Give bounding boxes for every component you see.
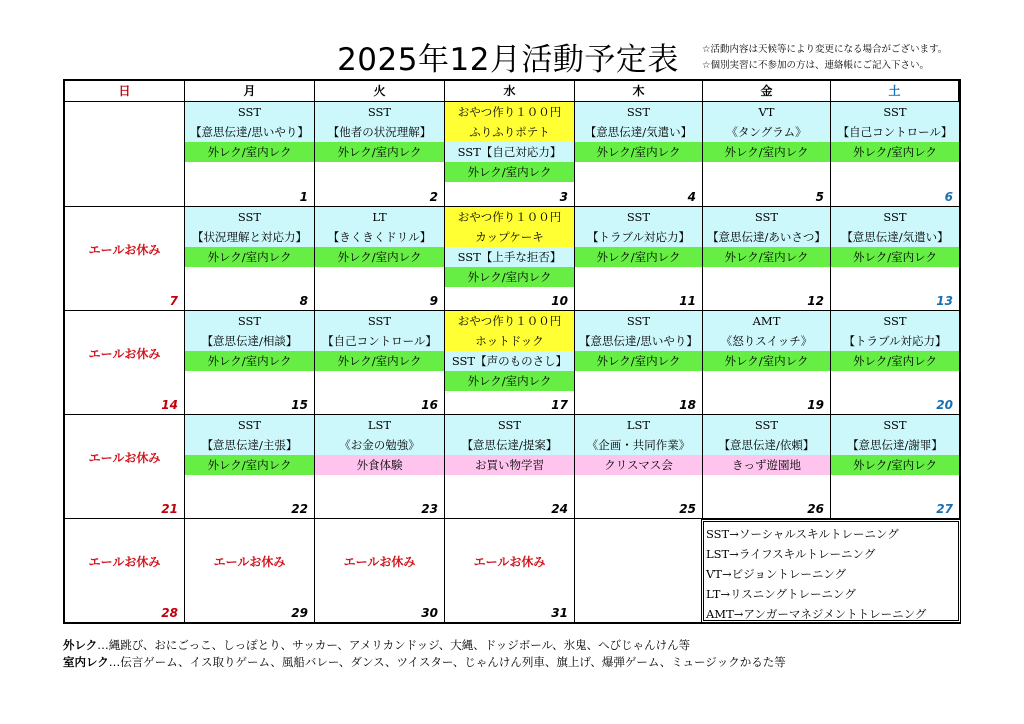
weekday-header: 水 xyxy=(445,81,575,102)
activity-line: SST xyxy=(445,415,574,435)
activity-line: お買い物学習 xyxy=(445,455,574,475)
day-number: 15 xyxy=(291,398,308,412)
activity-line: 外レク/室内レク xyxy=(831,455,959,475)
day-cell xyxy=(575,415,703,519)
activity-line: 外レク/室内レク xyxy=(575,142,702,162)
day-number: 5 xyxy=(815,190,824,204)
day-cell xyxy=(445,102,575,207)
day-number: 31 xyxy=(551,606,568,620)
activity-line: 【意思伝達/思いやり】 xyxy=(185,122,314,142)
activity-line: おやつ作り１００円 xyxy=(445,207,574,227)
legend-box xyxy=(701,519,961,623)
indoor-text: …伝言ゲーム、イス取りゲーム、風船バレー、ダンス、ツイスター、じゃんけん列車、旗上げ、爆弾ゲーム、ミュージックかるた等 xyxy=(108,655,786,669)
activity-line: SST【自己対応力】 xyxy=(445,142,574,162)
holiday-label: エールお休み xyxy=(473,555,546,569)
day-cell xyxy=(185,207,315,311)
activity-line: ホットドック xyxy=(445,331,574,351)
activity-line: 外レク/室内レク xyxy=(185,351,314,371)
day-cell xyxy=(185,102,315,207)
day-number: 26 xyxy=(807,502,824,516)
activity-line: 外食体験 xyxy=(315,455,444,475)
weekday-header: 月 xyxy=(185,81,315,102)
activity-line: 【意思伝達/提案】 xyxy=(445,435,574,455)
activity-line: SST xyxy=(315,311,444,331)
notes xyxy=(702,42,947,74)
weekday-header: 土 xyxy=(831,81,959,102)
day-number: 27 xyxy=(936,502,953,516)
day-cell xyxy=(185,415,315,519)
legend-item: LST→ライフスキルトレーニング xyxy=(706,547,876,561)
activity-line: 【意思伝達/主張】 xyxy=(185,435,314,455)
day-number: 25 xyxy=(679,502,696,516)
day-cell-empty xyxy=(575,519,703,622)
day-cell xyxy=(575,102,703,207)
outdoor-label: 外レク xyxy=(63,638,98,652)
day-number: 10 xyxy=(551,294,568,308)
activity-line: SST xyxy=(575,311,702,331)
activity-line: AMT xyxy=(703,311,830,331)
day-cell xyxy=(315,102,445,207)
activity-line: クリスマス会 xyxy=(575,455,702,475)
activity-line: SST xyxy=(831,415,959,435)
day-number: 24 xyxy=(551,502,568,516)
outdoor-text: …縄跳び、おにごっこ、しっぽとり、サッカー、アメリカンドッジ、大縄、ドッジボール、氷鬼、へびじゃんけん等 xyxy=(97,638,691,652)
legend-item: SST→ソーシャルスキルトレーニング xyxy=(706,527,899,541)
legend-item: AMT→アンガーマネジメントトレーニング xyxy=(706,607,927,621)
footer-outdoor xyxy=(63,637,786,654)
day-number: 11 xyxy=(679,294,696,308)
day-cell xyxy=(65,207,185,311)
activity-line: SST xyxy=(185,415,314,435)
holiday-label: エールお休み xyxy=(343,555,416,569)
day-cell xyxy=(65,415,185,519)
activity-line: 外レク/室内レク xyxy=(445,371,574,391)
day-cell xyxy=(185,519,315,622)
day-cell xyxy=(703,311,831,415)
holiday-label: エールお休み xyxy=(213,555,286,569)
day-cell xyxy=(445,311,575,415)
holiday-label: エールお休み xyxy=(88,451,161,465)
day-number: 13 xyxy=(936,294,953,308)
day-cell xyxy=(703,207,831,311)
day-number: 12 xyxy=(807,294,824,308)
activity-line: 外レク/室内レク xyxy=(315,247,444,267)
indoor-label: 室内レク xyxy=(63,655,109,669)
activity-line: SST xyxy=(185,102,314,122)
activity-line: 外レク/室内レク xyxy=(185,142,314,162)
activity-line: おやつ作り１００円 xyxy=(445,311,574,331)
activity-line: 外レク/室内レク xyxy=(575,247,702,267)
day-number: 2 xyxy=(429,190,438,204)
day-number: 1 xyxy=(299,190,308,204)
activity-line: 外レク/室内レク xyxy=(703,351,830,371)
day-cell xyxy=(185,311,315,415)
footer-notes xyxy=(63,637,786,671)
activity-line: 《タングラム》 xyxy=(703,122,830,142)
activity-line: 【意思伝達/あいさつ】 xyxy=(703,227,830,247)
day-cell xyxy=(831,207,959,311)
day-cell xyxy=(315,415,445,519)
day-number: 20 xyxy=(936,398,953,412)
activity-line: 外レク/室内レク xyxy=(315,142,444,162)
day-cell xyxy=(575,311,703,415)
day-cell xyxy=(831,102,959,207)
activity-line: SST xyxy=(703,207,830,227)
legend-item: LT→リスニングトレーニング xyxy=(706,587,856,601)
day-cell xyxy=(831,415,959,519)
activity-line: SST xyxy=(185,311,314,331)
day-number: 19 xyxy=(807,398,824,412)
activity-line: 【意思伝達/依頼】 xyxy=(703,435,830,455)
activity-line: 外レク/室内レク xyxy=(445,162,574,182)
activity-line: 【意思伝達/思いやり】 xyxy=(575,331,702,351)
activity-line: SST xyxy=(575,207,702,227)
day-cell xyxy=(831,311,959,415)
day-number: 7 xyxy=(169,294,178,308)
activity-line: 《お金の勉強》 xyxy=(315,435,444,455)
activity-line: 外レク/室内レク xyxy=(575,351,702,371)
footer-indoor xyxy=(63,654,786,671)
activity-line: SST xyxy=(575,102,702,122)
activity-line: 【きくきくドリル】 xyxy=(315,227,444,247)
day-cell xyxy=(445,519,575,622)
activity-line: 外レク/室内レク xyxy=(445,267,574,287)
activity-line: SST【声のものさし】 xyxy=(445,351,574,371)
day-number: 14 xyxy=(161,398,178,412)
weekday-header: 日 xyxy=(65,81,185,102)
activity-line: 【意思伝達/気遣い】 xyxy=(831,227,959,247)
weekday-header: 火 xyxy=(315,81,445,102)
activity-line: カップケーキ xyxy=(445,227,574,247)
activity-line: LST xyxy=(315,415,444,435)
note-weather: ☆活動内容は天候等により変更になる場合がございます。 xyxy=(702,44,948,55)
day-number: 29 xyxy=(291,606,308,620)
day-cell xyxy=(703,102,831,207)
note-absence: ☆個別実習に不参加の方は、連絡帳にご記入下さい。 xyxy=(702,60,930,71)
page-title: 2025年12月活動予定表 xyxy=(337,42,679,78)
activity-line: 【トラブル対応力】 xyxy=(575,227,702,247)
day-cell xyxy=(315,311,445,415)
activity-line: 【他者の状況理解】 xyxy=(315,122,444,142)
activity-line: SST xyxy=(831,102,959,122)
day-number: 17 xyxy=(551,398,568,412)
holiday-label: エールお休み xyxy=(88,243,161,257)
activity-line: ふりふりポテト xyxy=(445,122,574,142)
activity-line: 外レク/室内レク xyxy=(185,247,314,267)
activity-line: SST xyxy=(315,102,444,122)
activity-line: 【自己コントロール】 xyxy=(831,122,959,142)
activity-line: SST【上手な拒否】 xyxy=(445,247,574,267)
activity-line: SST xyxy=(831,311,959,331)
day-number: 9 xyxy=(429,294,438,308)
activity-line: 外レク/室内レク xyxy=(185,455,314,475)
activity-line: 外レク/室内レク xyxy=(831,351,959,371)
day-cell xyxy=(703,415,831,519)
day-number: 30 xyxy=(421,606,438,620)
day-number: 22 xyxy=(291,502,308,516)
activity-line: 外レク/室内レク xyxy=(703,142,830,162)
activity-line: SST xyxy=(185,207,314,227)
day-number: 18 xyxy=(679,398,696,412)
day-cell xyxy=(575,207,703,311)
activity-line: きっず遊園地 xyxy=(703,455,830,475)
day-cell xyxy=(315,207,445,311)
calendar-grid xyxy=(63,79,961,624)
holiday-label: エールお休み xyxy=(88,555,161,569)
activity-line: 《企画・共同作業》 xyxy=(575,435,702,455)
legend-item: VT→ビジョントレーニング xyxy=(706,567,847,581)
activity-line: 《怒りスイッチ》 xyxy=(703,331,830,351)
activity-line: SST xyxy=(831,207,959,227)
day-cell xyxy=(65,102,185,207)
activity-line: おやつ作り１００円 xyxy=(445,102,574,122)
activity-line: 【状況理解と対応力】 xyxy=(185,227,314,247)
day-cell xyxy=(65,311,185,415)
activity-line: 【意思伝達/気遣い】 xyxy=(575,122,702,142)
day-number: 3 xyxy=(559,190,568,204)
activity-line: 【トラブル対応力】 xyxy=(831,331,959,351)
activity-line: VT xyxy=(703,102,830,122)
weekday-header: 木 xyxy=(575,81,703,102)
weekday-header: 金 xyxy=(703,81,831,102)
activity-line: 外レク/室内レク xyxy=(315,351,444,371)
day-number: 6 xyxy=(944,190,953,204)
day-number: 28 xyxy=(161,606,178,620)
activity-line: SST xyxy=(703,415,830,435)
day-number: 4 xyxy=(687,190,696,204)
day-cell xyxy=(445,207,575,311)
activity-line: 外レク/室内レク xyxy=(831,142,959,162)
activity-line: 【自己コントロール】 xyxy=(315,331,444,351)
day-cell xyxy=(315,519,445,622)
day-cell xyxy=(445,415,575,519)
activity-line: LT xyxy=(315,207,444,227)
day-number: 21 xyxy=(161,502,178,516)
activity-line: 外レク/室内レク xyxy=(703,247,830,267)
activity-line: 外レク/室内レク xyxy=(831,247,959,267)
day-number: 23 xyxy=(421,502,438,516)
holiday-label: エールお休み xyxy=(88,347,161,361)
activity-line: 【意思伝達/謝罪】 xyxy=(831,435,959,455)
activity-line: LST xyxy=(575,415,702,435)
activity-line: 【意思伝達/相談】 xyxy=(185,331,314,351)
day-number: 8 xyxy=(299,294,308,308)
day-cell xyxy=(65,519,185,622)
day-number: 16 xyxy=(421,398,438,412)
